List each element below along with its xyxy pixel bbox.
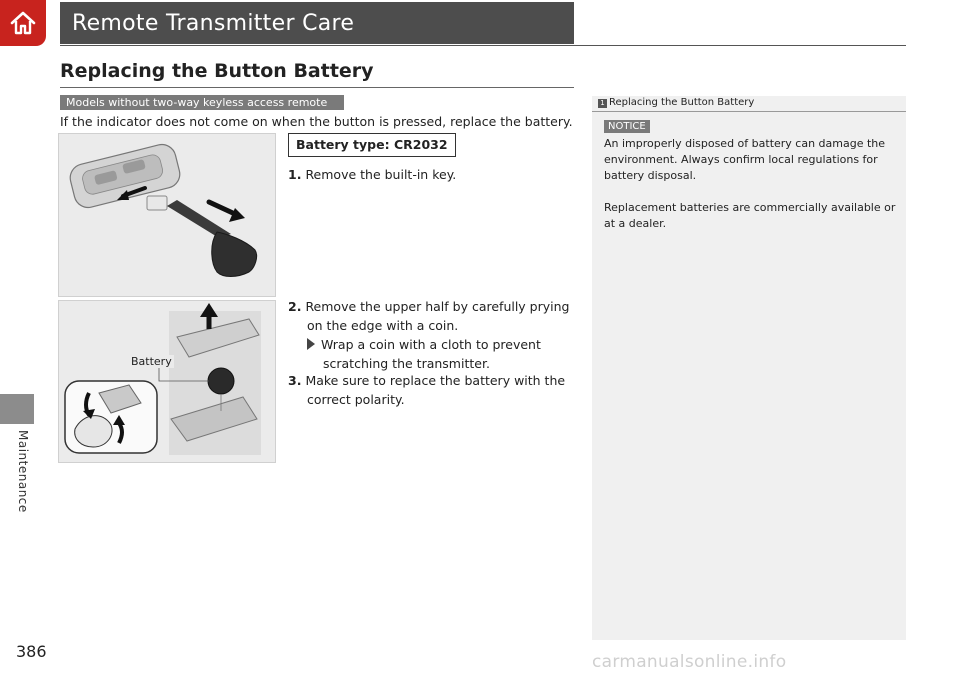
step-text-cont: on the edge with a coin. bbox=[307, 318, 459, 333]
reference-bullet-icon: 1 bbox=[598, 99, 607, 108]
models-label: Models without two-way keyless access remote bbox=[60, 95, 344, 110]
notice-line: An improperly disposed of battery can damage the bbox=[604, 137, 886, 150]
home-icon bbox=[8, 8, 38, 38]
step-text: Remove the built-in key. bbox=[305, 167, 457, 182]
chapter-tab[interactable] bbox=[0, 394, 34, 424]
page-title: Remote Transmitter Care bbox=[72, 10, 355, 36]
step-text: Make sure to replace the battery with the bbox=[305, 373, 566, 388]
sidebar-divider bbox=[592, 111, 906, 112]
watermark: carmanualsonline.info bbox=[592, 652, 787, 672]
page-number: 386 bbox=[16, 642, 47, 661]
step-2 bbox=[288, 297, 569, 335]
page-title-bar bbox=[60, 2, 574, 44]
figure-remove-key bbox=[58, 133, 276, 297]
step-text: Remove the upper half by carefully prying bbox=[305, 299, 570, 314]
step-number: 2. bbox=[288, 299, 302, 314]
step-1 bbox=[288, 165, 456, 184]
notice-line: environment. Always confirm local regulations for bbox=[604, 153, 878, 166]
chapter-label: Maintenance bbox=[16, 430, 30, 513]
notice-line: battery disposal. bbox=[604, 169, 697, 182]
open-transmitter-illustration bbox=[59, 301, 275, 462]
note-text: Wrap a coin with a cloth to prevent bbox=[321, 337, 541, 352]
section-heading: Replacing the Button Battery bbox=[60, 60, 374, 82]
home-button[interactable] bbox=[0, 0, 46, 46]
step-number: 1. bbox=[288, 167, 302, 182]
info-text bbox=[604, 200, 896, 232]
notice-badge: NOTICE bbox=[604, 120, 650, 133]
notice-text bbox=[604, 136, 896, 184]
intro-text: If the indicator does not come on when the button is pressed, replace the battery. bbox=[60, 114, 573, 129]
triangle-bullet-icon bbox=[307, 338, 315, 350]
info-line: at a dealer. bbox=[604, 217, 667, 230]
info-line: Replacement batteries are commercially available or bbox=[604, 201, 896, 214]
battery-type-label: Battery type: CR2032 bbox=[288, 133, 456, 157]
key-fob-illustration bbox=[59, 134, 275, 296]
note-text-cont: scratching the transmitter. bbox=[323, 356, 490, 371]
step-number: 3. bbox=[288, 373, 302, 388]
section-divider bbox=[60, 87, 574, 88]
step-2-note bbox=[307, 335, 541, 373]
sidebar-heading bbox=[598, 97, 754, 108]
sidebar-heading-text: Replacing the Button Battery bbox=[609, 97, 755, 108]
title-divider bbox=[60, 45, 906, 46]
figure-replace-battery bbox=[58, 300, 276, 463]
step-text-cont: correct polarity. bbox=[307, 392, 405, 407]
battery-callout: Battery bbox=[131, 355, 172, 368]
step-3 bbox=[288, 371, 565, 409]
